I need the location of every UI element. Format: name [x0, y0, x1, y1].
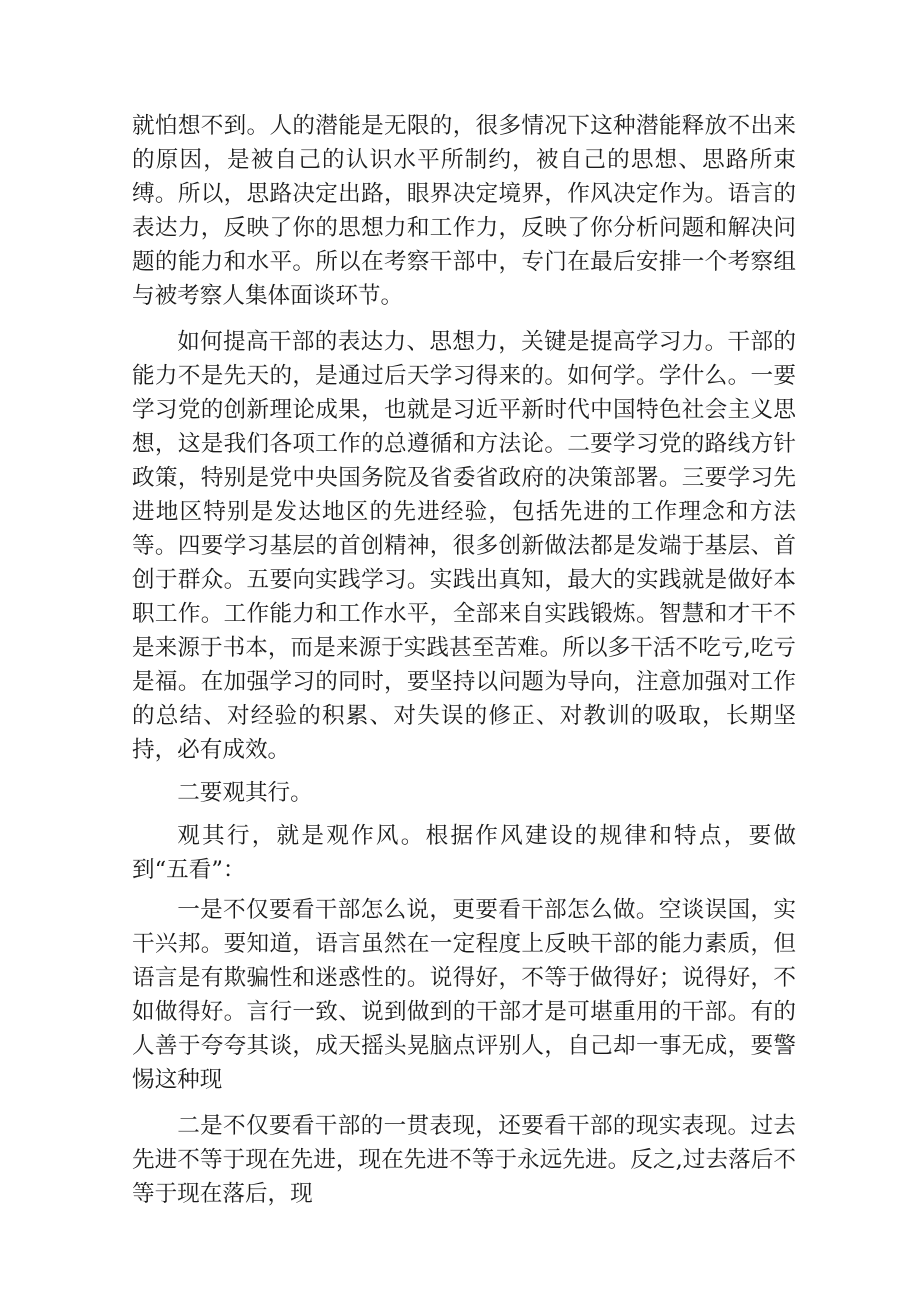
- paragraph-4: 一是不仅要看干部怎么说，更要看干部怎么做。空谈误国，实干兴邦。要知道，语言虽然在一定程度上反映干部的能力素质，但语言是有欺骗性和迷惑性的。说得好，不等于做得好；说得好，不如做得好。言行一致、说到做到的干部才是可堪重用的干部。有的人善于夸夸其谈，成天摇头晃脑点评别人，自己却一事无成，要警惕这种现: [132, 897, 796, 1093]
- paragraph-5: 二是不仅要看干部的一贯表现，还要看干部的现实表现。过去先进不等于现在先进，现在先进不等于永远先进。反之,过去落后不等于现在落后，现: [132, 1113, 796, 1207]
- paragraph-3: 观其行，就是观作风。根据作风建设的规律和特点，要做到“五看”：: [132, 823, 796, 883]
- paragraph-2: 如何提高干部的表达力、思想力，关键是提高学习力。干部的能力不是先天的，是通过后天学习得来的。如何学。学什么。一要学习党的创新理论成果，也就是习近平新时代中国特色社会主义思想，这是我们各项工作的总遵循和方法论。二要学习党的路线方针政策，特别是党中央国务院及省委省政府的决策部署。三要学习先进地区特别是发达地区的先进经验，包括先进的工作理念和方法等。四要学习基层的首创精神，很多创新做法都是发端于基层、首创于群众。五要向实践学习。实践出真知，最大的实践就是做好本职工作。工作能力和工作水平，全部来自实践锻炼。智慧和才干不是来源于书本，而是来源于实践甚至苦难。所以多干活不吃亏,吃亏是福。在加强学习的同时，要坚持以问题为导向，注意加强对工作的总结、对经验的积累、对失误的修正、对教训的吸取，长期坚持，必有成效。: [132, 329, 796, 763]
- paragraph-1: 就怕想不到。人的潜能是无限的，很多情况下这种潜能释放不出来的原因，是被自己的认识水平所制约，被自己的思想、思路所束缚。所以，思路决定出路，眼界决定境界，作风决定作为。语言的表达力，反映了你的思想力和工作力，反映了你分析问题和解决问题的能力和水平。所以在考察干部中，专门在最后安排一个考察组与被考察人集体面谈环节。: [132, 113, 796, 309]
- paragraph-heading-2: 二要观其行。: [177, 780, 313, 806]
- document-body: [132, 109, 796, 1211]
